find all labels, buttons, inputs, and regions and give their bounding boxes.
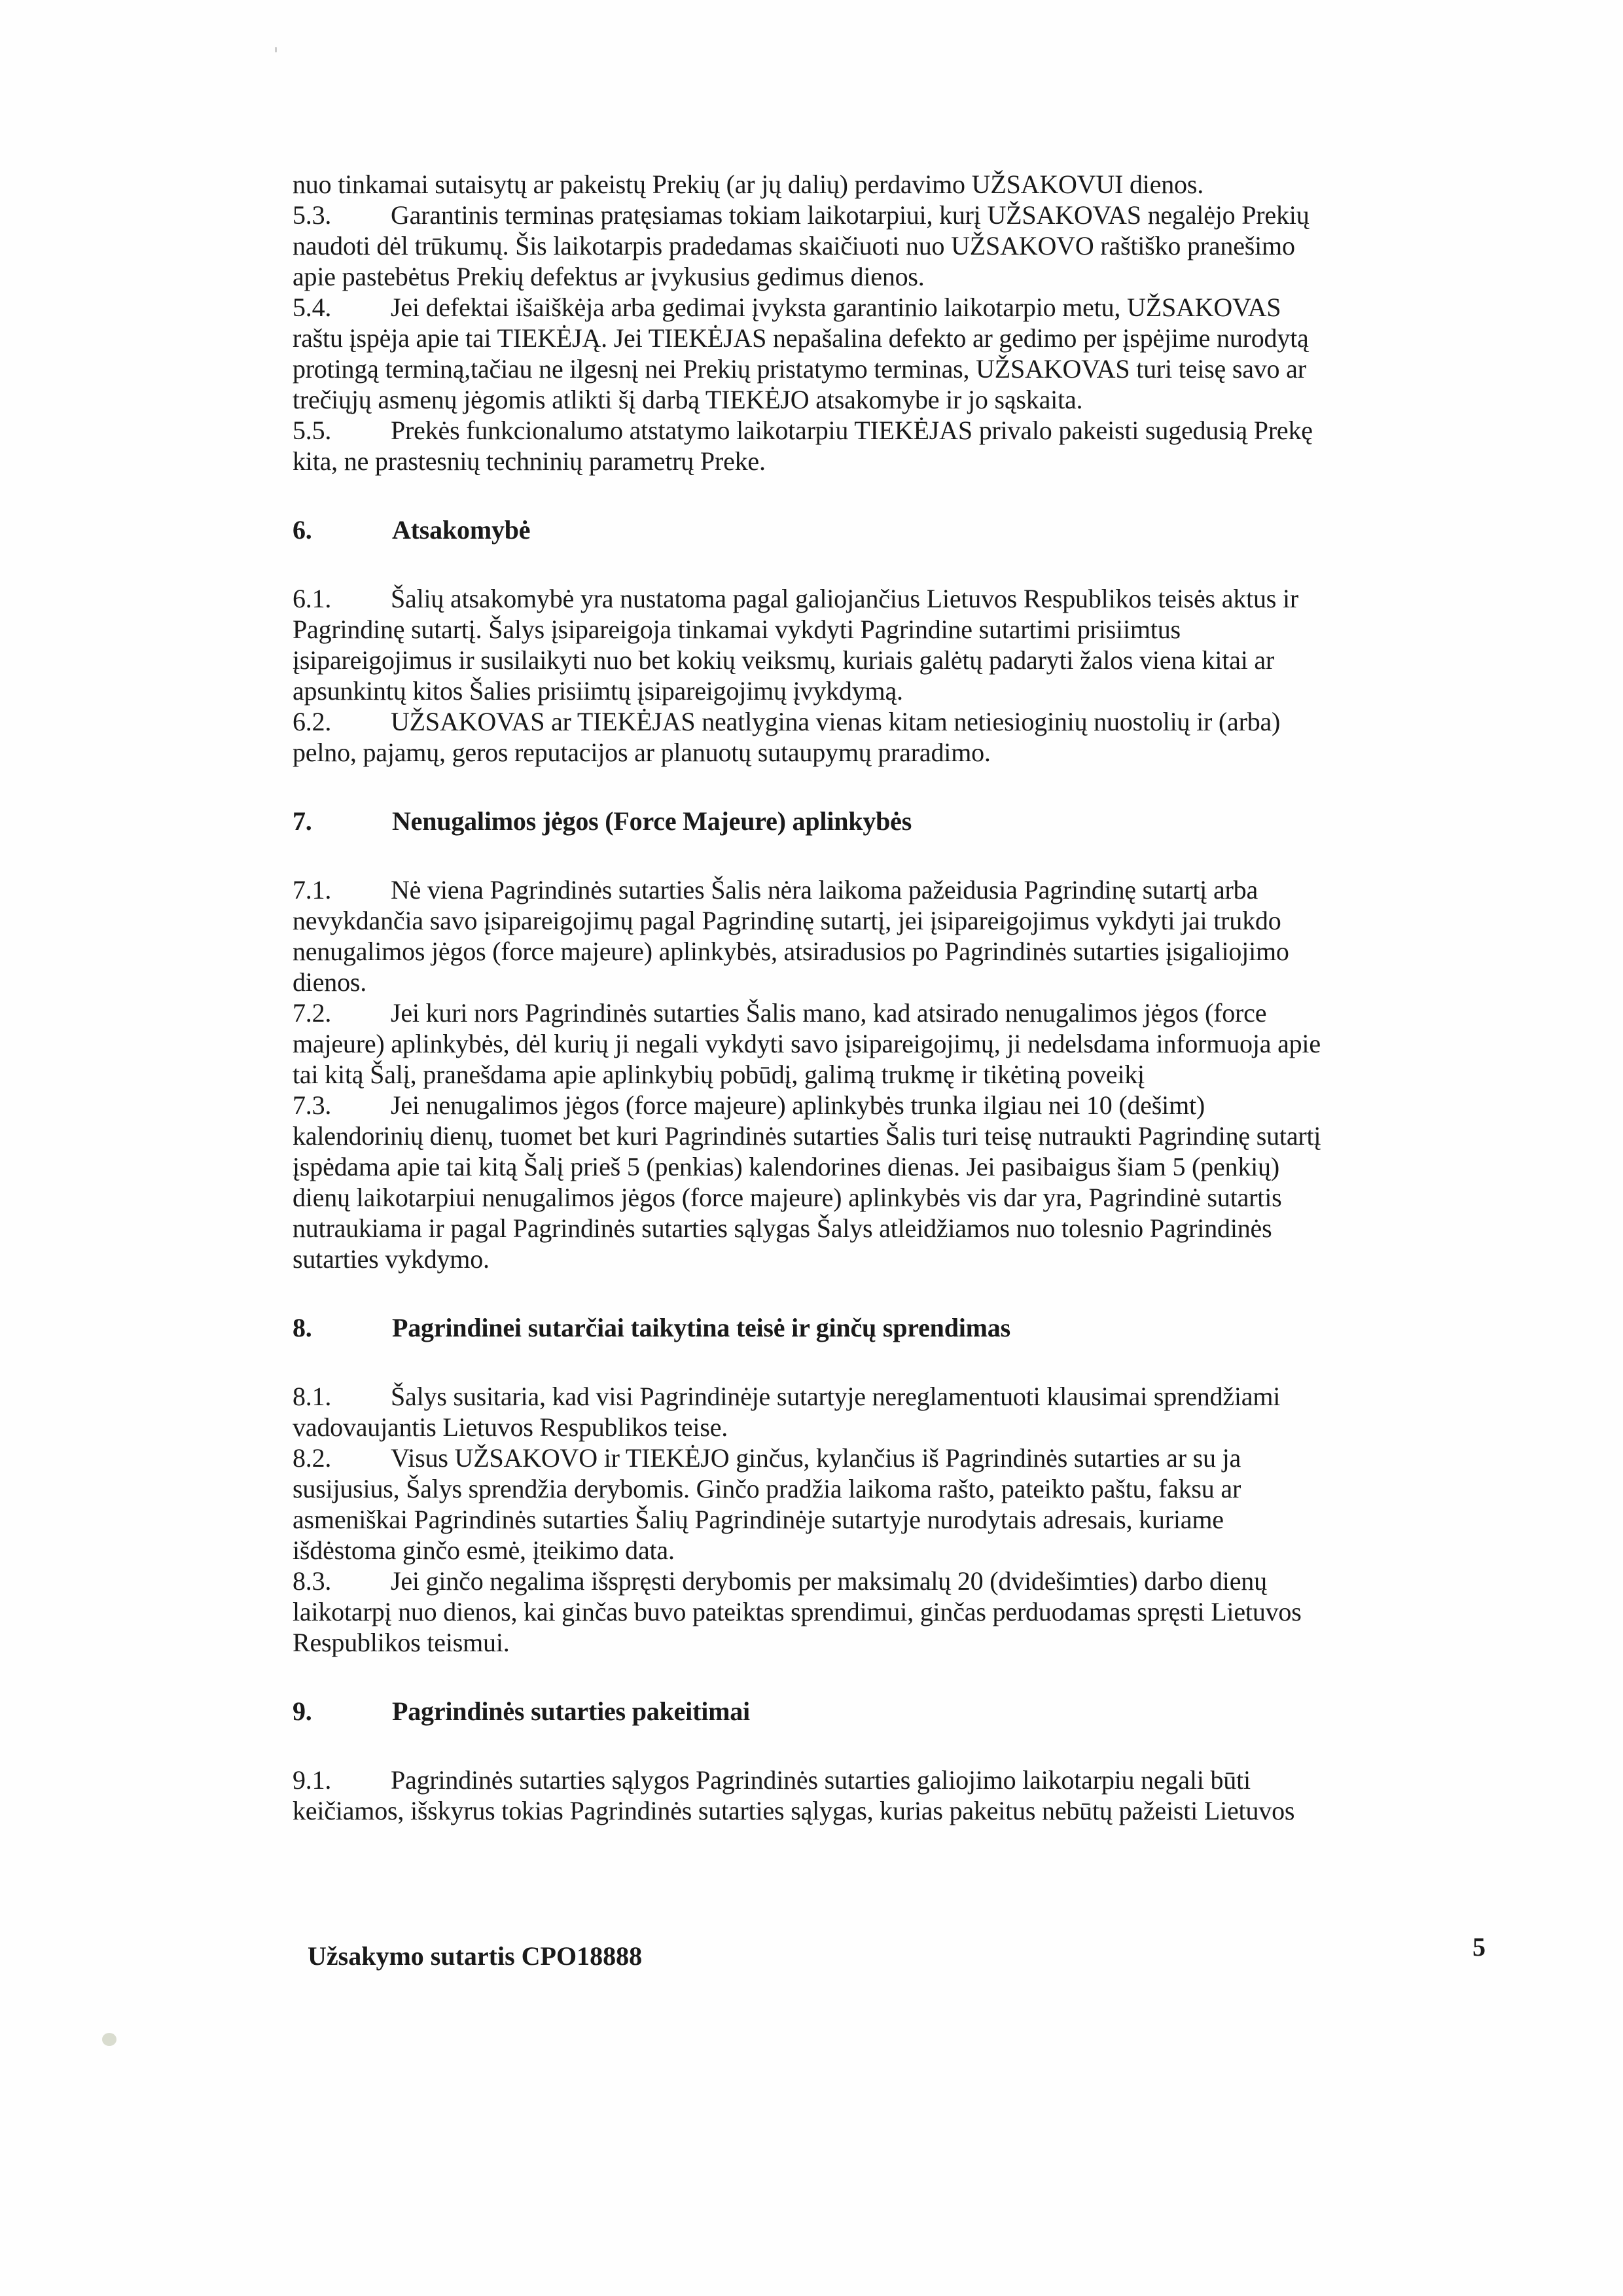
text-line: nutraukiama ir pagal Pagrindinės sutarties sąlygas Šalys atleidžiamos nuo tolesnio Pagrindinės	[293, 1213, 1272, 1243]
clause-number: 5.3.	[293, 200, 332, 230]
text-line	[293, 1443, 1471, 1473]
clause-8-2	[293, 1443, 1471, 1566]
clause-7-2	[293, 997, 1471, 1090]
text-line: raštu įspėja apie tai TIEKĖJĄ. Jei TIEKĖJAS nepašalina defekto ar gedimo per įspėjime nurodytą	[293, 323, 1309, 353]
clause-7-3	[293, 1090, 1471, 1274]
text-line: nenugalimos jėgos (force majeure) aplinkybės, atsiradusios po Pagrindinės sutarties įsigaliojimo	[293, 937, 1289, 966]
clause-number: 7.3.	[293, 1090, 332, 1120]
text-line	[293, 292, 1471, 323]
text-line: susijusius, Šalys sprendžia derybomis. Ginčo pradžia laikoma rašto, pateikto paštu, faksu ar	[293, 1474, 1241, 1503]
text-line-content: Jei kuri nors Pagrindinės sutarties Šalis mano, kad atsirado nenugalimos jėgos (force	[391, 998, 1267, 1028]
text-line: Pagrindinę sutartį. Šalys įsipareigoja tinkamai vykdyti Pagrindine sutartimi prisiimtus	[293, 615, 1181, 644]
clause-number: 7.1.	[293, 875, 332, 905]
clause-number: 8.2.	[293, 1443, 332, 1473]
text-line-content: Nė viena Pagrindinės sutarties Šalis nėra laikoma pažeidusia Pagrindinę sutartį arba	[391, 875, 1258, 905]
section-title: Pagrindinei sutarčiai taikytina teisė ir ginčų sprendimas	[392, 1313, 1010, 1342]
text-line-content: Šalių atsakomybė yra nustatoma pagal galiojančius Lietuvos Respublikos teisės aktus ir	[391, 584, 1298, 613]
section-heading-7	[293, 806, 1471, 836]
text-line	[293, 1566, 1471, 1596]
text-line: laikotarpį nuo dienos, kai ginčas buvo pateiktas sprendimui, ginčas perduodamas spręsti Lietuvos	[293, 1597, 1302, 1626]
section-title: Nenugalimos jėgos (Force Majeure) aplinkybės	[392, 806, 912, 836]
text-line: kita, ne prastesnių techninių parametrų Preke.	[293, 446, 766, 476]
text-line: įspėdama apie tai kitą Šalį prieš 5 (penkias) kalendorines dienas. Jei pasibaigus šiam 5 (penkių)	[293, 1152, 1279, 1181]
text-line-content: Jei defektai išaiškėja arba gedimai įvyksta garantinio laikotarpio metu, UŽSAKOVAS	[391, 293, 1281, 322]
text-line	[293, 200, 1471, 230]
text-line: tai kitą Šalį, pranešdama apie aplinkybių pobūdį, galimą trukmę ir tikėtiną poveikį	[293, 1060, 1145, 1089]
clause-number: 5.4.	[293, 293, 332, 322]
clause-8-1	[293, 1381, 1471, 1443]
text-line: įsipareigojimus ir susilaikyti nuo bet kokių veiksmų, kuriais galėtų padaryti žalos viena kitai ar	[293, 645, 1275, 675]
text-line: asmeniškai Pagrindinės sutarties Šalių Pagrindinėje sutartyje nurodytais adresais, kuriame	[293, 1505, 1224, 1534]
text-line: dienos.	[293, 967, 367, 997]
clause-6-2	[293, 706, 1471, 768]
text-line	[293, 415, 1471, 446]
section-heading-8	[293, 1312, 1471, 1343]
clause-number: 6.1.	[293, 584, 332, 613]
text-line: nevykdančia savo įsipareigojimų pagal Pagrindinę sutartį, jei įsipareigojimus vykdyti jai trukdo	[293, 906, 1281, 935]
text-line	[293, 1381, 1471, 1412]
text-line: dienų laikotarpiui nenugalimos jėgos (force majeure) aplinkybės vis dar yra, Pagrindinė sutartis	[293, 1183, 1282, 1212]
text-line: nuo tinkamai sutaisytų ar pakeistų Prekių (ar jų dalių) perdavimo UŽSAKOVUI dienos.	[293, 170, 1204, 199]
page-footer	[308, 1932, 1486, 1971]
text-line: išdėstoma ginčo esmė, įteikimo data.	[293, 1535, 675, 1565]
section-number: 8.	[293, 1313, 312, 1342]
scan-artifact-mark	[275, 47, 277, 52]
clause-number: 5.5.	[293, 416, 332, 445]
text-line: naudoti dėl trūkumų. Šis laikotarpis pradedamas skaičiuoti nuo UŽSAKOVO raštiško pranešimo	[293, 231, 1295, 260]
section-number: 7.	[293, 806, 312, 836]
text-line	[293, 997, 1471, 1028]
clause-number: 6.2.	[293, 707, 332, 736]
text-line: vadovaujantis Lietuvos Respublikos teise.	[293, 1412, 728, 1442]
scan-artifact-hole	[102, 2033, 116, 2046]
text-line	[293, 874, 1471, 905]
section-heading-6	[293, 514, 1471, 545]
clause-9-1	[293, 1765, 1471, 1826]
text-line	[293, 1090, 1471, 1121]
text-line: kalendorinių dienų, tuomet bet kuri Pagrindinės sutarties Šalis turi teisę nutraukti Pagrindinę sutartį	[293, 1121, 1321, 1151]
text-line: trečiųjų asmenų jėgomis atlikti šį darbą TIEKĖJO atsakomybe ir jo sąskaita.	[293, 385, 1083, 414]
section-number: 6.	[293, 515, 312, 545]
clause-number: 8.1.	[293, 1382, 332, 1411]
intro-paragraph	[293, 169, 1471, 200]
text-line-content: Šalys susitaria, kad visi Pagrindinėje sutartyje nereglamentuoti klausimai sprendžiami	[391, 1382, 1281, 1411]
text-line: keičiamos, išskyrus tokias Pagrindinės sutarties sąlygas, kurias pakeitus nebūtų pažeisti Lietuvos	[293, 1796, 1295, 1825]
document-body	[293, 169, 1471, 1826]
clause-number: 7.2.	[293, 998, 332, 1028]
section-title: Atsakomybė	[392, 515, 531, 545]
section-heading-9	[293, 1696, 1471, 1727]
clause-5-4	[293, 292, 1471, 415]
text-line-content: Jei nenugalimos jėgos (force majeure) aplinkybės trunka ilgiau nei 10 (dešimt)	[391, 1090, 1205, 1120]
text-line	[293, 583, 1471, 614]
text-line-content: Jei ginčo negalima išspręsti derybomis per maksimalų 20 (dvidešimties) darbo dienų	[391, 1566, 1267, 1596]
text-line: protingą terminą,tačiau ne ilgesnį nei Prekių pristatymo terminas, UŽSAKOVAS turi teisę savo ar	[293, 354, 1306, 384]
text-line: apsunkintų kitos Šalies prisiimtų įsipareigojimų įvykdymą.	[293, 676, 903, 706]
clause-5-5	[293, 415, 1471, 476]
clause-5-3	[293, 200, 1471, 292]
clause-8-3	[293, 1566, 1471, 1658]
text-line-content: Pagrindinės sutarties sąlygos Pagrindinės sutarties galiojimo laikotarpiu negali būti	[391, 1765, 1251, 1795]
text-line-content: Garantinis terminas pratęsiamas tokiam laikotarpiui, kurį UŽSAKOVAS negalėjo Prekių	[391, 200, 1310, 230]
clause-number: 8.3.	[293, 1566, 332, 1596]
clause-7-1	[293, 874, 1471, 997]
text-line: apie pastebėtus Prekių defektus ar įvykusius gedimus dienos.	[293, 262, 925, 291]
text-line-content: Prekės funkcionalumo atstatymo laikotarpiu TIEKĖJAS privalo pakeisti sugedusią Prekę	[391, 416, 1313, 445]
text-line: sutarties vykdymo.	[293, 1244, 490, 1274]
text-line: Respublikos teismui.	[293, 1628, 510, 1657]
clause-6-1	[293, 583, 1471, 706]
text-line: pelno, pajamų, geros reputacijos ar planuotų sutaupymų praradimo.	[293, 738, 991, 767]
text-line-content: UŽSAKOVAS ar TIEKĖJAS neatlygina vienas kitam netiesioginių nuostolių ir (arba)	[391, 707, 1281, 736]
section-title: Pagrindinės sutarties pakeitimai	[392, 1696, 750, 1726]
text-line: majeure) aplinkybės, dėl kurių ji negali vykdyti savo įsipareigojimų, ji nedelsdama informuoja apie	[293, 1029, 1321, 1058]
page-number: 5	[1472, 1932, 1486, 1962]
text-line	[293, 706, 1471, 737]
section-number: 9.	[293, 1696, 312, 1726]
text-line	[293, 1765, 1471, 1795]
footer-title: Užsakymo sutartis CPO18888	[308, 1941, 643, 1971]
text-line-content: Visus UŽSAKOVO ir TIEKĖJO ginčus, kylančius iš Pagrindinės sutarties ar su ja	[391, 1443, 1241, 1473]
clause-number: 9.1.	[293, 1765, 332, 1795]
